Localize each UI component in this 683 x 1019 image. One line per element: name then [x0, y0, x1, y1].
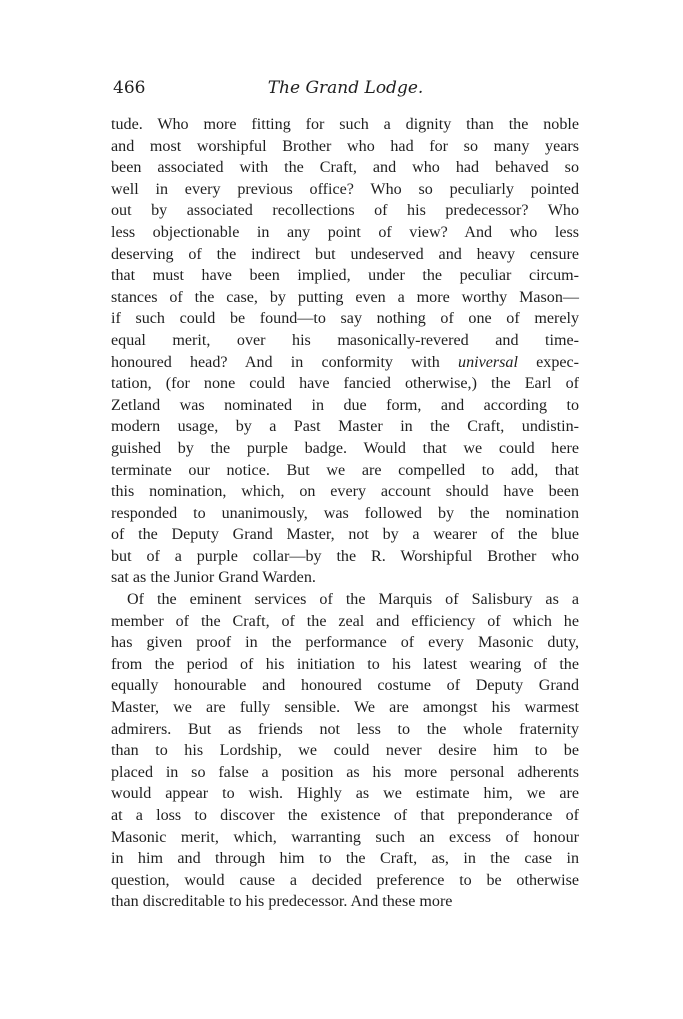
- text-line: Master, we are fully sensible. We are amongst his warmest: [111, 699, 579, 717]
- text-line: modern usage, by a Past Master in the Craft, undistin-: [111, 418, 579, 436]
- text-line: question, would cause a decided preference to be otherwise: [111, 871, 579, 889]
- text-line: in him and through him to the Craft, as, in the case in: [111, 850, 579, 868]
- text-line: member of the Craft, of the zeal and efficiency of which he: [111, 612, 579, 630]
- text-line: Zetland was nominated in due form, and according to: [111, 396, 579, 414]
- text-line: this nomination, which, on every account should have been: [111, 483, 579, 501]
- text-line: well in every previous office? Who so peculiarly pointed: [111, 180, 579, 198]
- text-line: sat as the Junior Grand Warden.: [111, 569, 316, 587]
- text-line: Masonic merit, which, warranting such an excess of honour: [111, 828, 579, 846]
- page-header: [113, 78, 578, 102]
- text-line: from the period of his initiation to his latest wearing of the: [111, 655, 579, 673]
- text-line: at a loss to discover the existence of that preponderance of: [111, 807, 579, 824]
- text-line: tation, (for none could have fancied otherwise,) the Earl of: [111, 375, 579, 393]
- text-line: Of the eminent services of the Marquis of Salisbury as a: [127, 591, 579, 609]
- text-line: less objectionable in any point of view? And who less: [111, 223, 579, 241]
- text-line: out by associated recollections of his predecessor? Who: [111, 202, 579, 220]
- paragraph: [111, 589, 579, 913]
- running-title: The Grand Lodge.: [267, 78, 424, 98]
- text-line: than discreditable to his predecessor. And these more: [111, 893, 453, 911]
- text-line: but of a purple collar—by the R. Worshipful Brother who: [111, 547, 579, 565]
- text-line: stances of the case, by putting even a more worthy Mason—: [111, 288, 579, 306]
- text-line: has given proof in the performance of every Masonic duty,: [111, 634, 579, 652]
- text-line: terminate our notice. But we are compelled to add, that: [111, 461, 579, 479]
- text-line: than to his Lordship, we could never desire him to be: [111, 742, 579, 760]
- text-line: equally honourable and honoured costume of Deputy Grand: [111, 677, 579, 695]
- text-line: equal merit, over his masonically-revered and time-: [111, 331, 579, 349]
- page-number: 466: [113, 78, 146, 98]
- text-line: that must have been implied, under the peculiar circum-: [111, 267, 579, 285]
- text-line: deserving of the indirect but undeserved and heavy censure: [111, 245, 579, 263]
- paragraph: [111, 114, 579, 589]
- text-line: admirers. But as friends not less to the whole fraternity: [111, 720, 579, 738]
- text-line: if such could be found—to say nothing of one of merely: [111, 310, 579, 328]
- text-line: placed in so false a position as his more personal adherents: [111, 763, 579, 781]
- text-line: would appear to wish. Highly as we estimate him, we are: [111, 785, 579, 803]
- body-text: [111, 114, 579, 913]
- text-line: tude. Who more fitting for such a dignity than the noble: [111, 116, 579, 133]
- text-line: honoured head? And in conformity with universal expec-: [111, 353, 580, 371]
- text-line: guished by the purple badge. Would that we could here: [111, 439, 579, 457]
- text-line: responded to unanimously, was followed by the nomination: [111, 504, 579, 522]
- text-line: and most worshipful Brother who had for so many years: [111, 137, 579, 155]
- text-line: been associated with the Craft, and who had behaved so: [111, 159, 579, 177]
- text-line: of the Deputy Grand Master, not by a wearer of the blue: [111, 526, 579, 544]
